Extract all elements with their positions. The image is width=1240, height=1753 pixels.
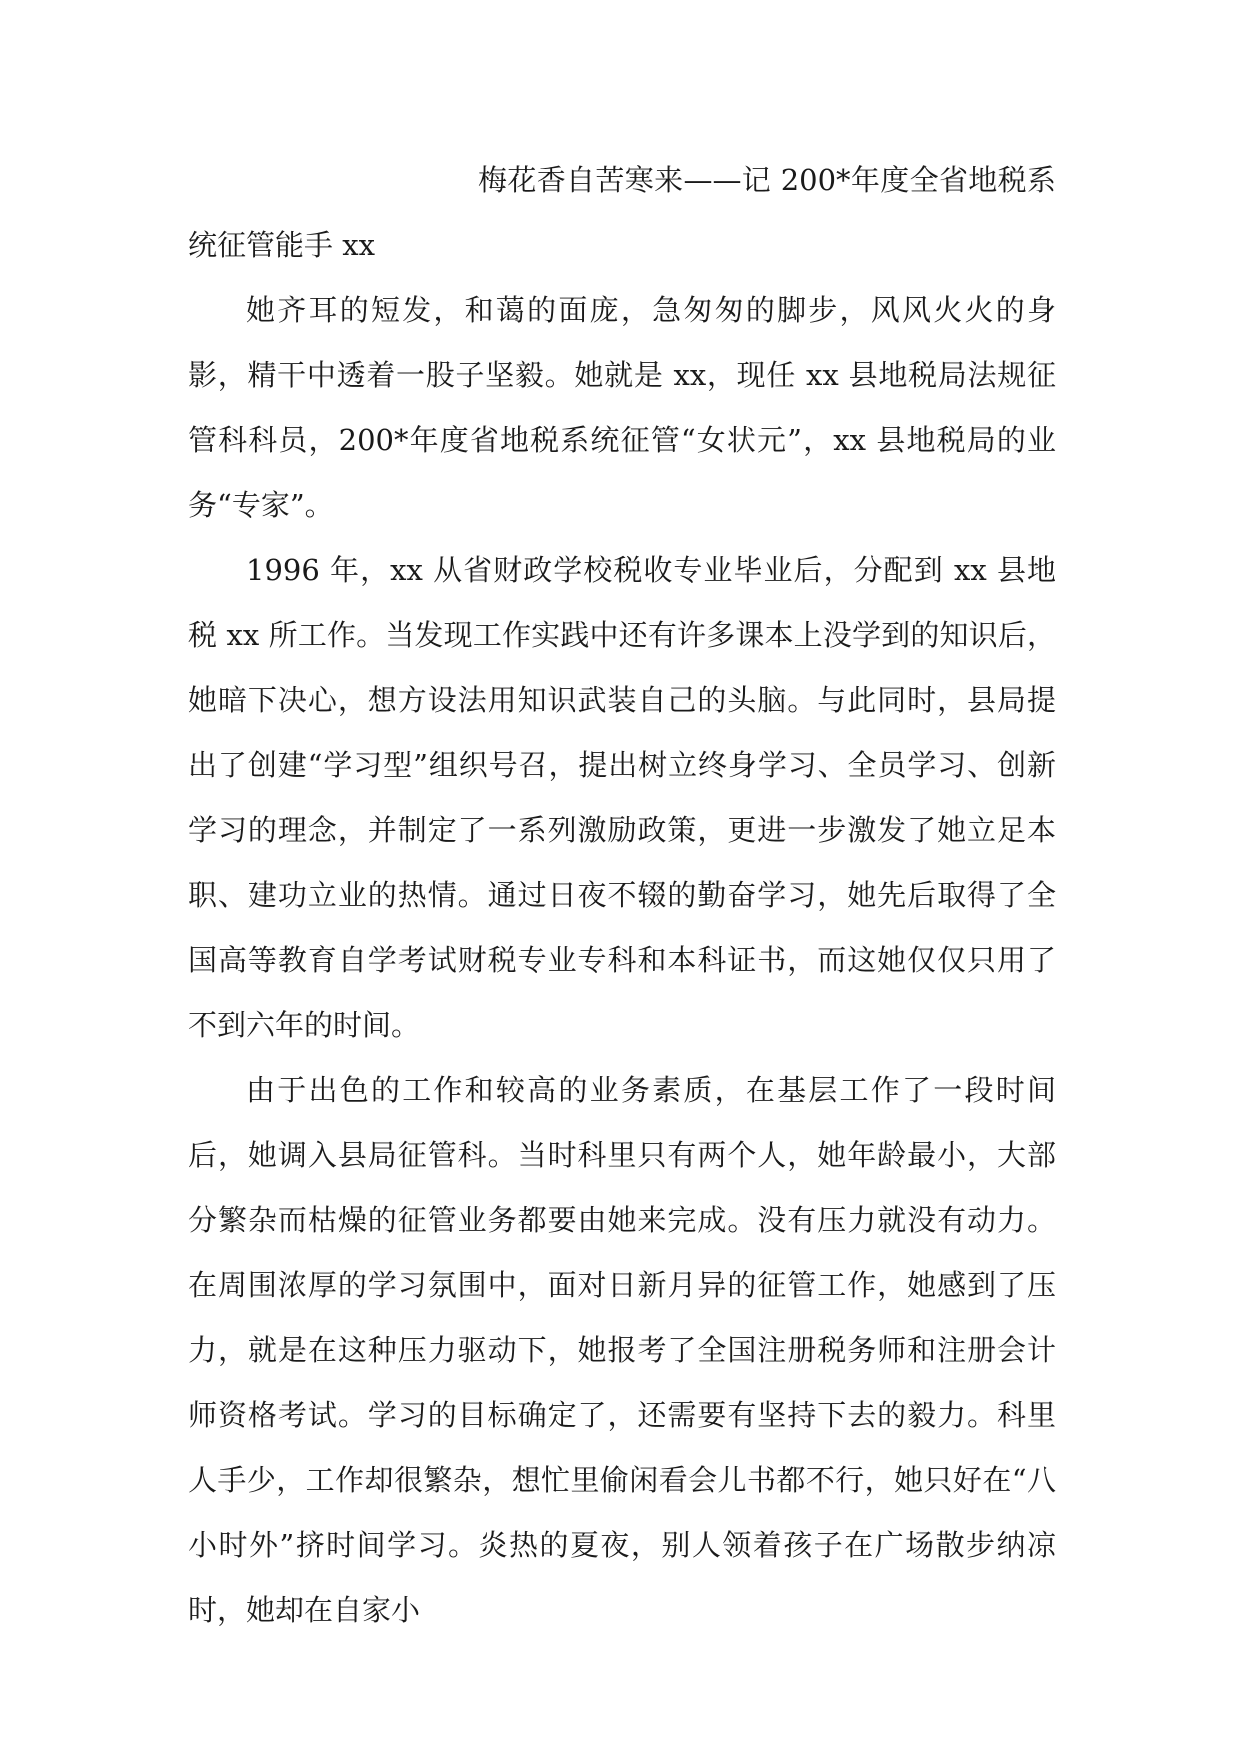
document-title: 梅花香自苦寒来——记 200*年度全省地税系统征管能手 xx	[188, 163, 1056, 262]
paragraph-3: 由于出色的工作和较高的业务素质，在基层工作了一段时间后，她调入县局征管科。当时科里只有两个人，她年龄最小，大部分繁杂而枯燥的征管业务都要由她来完成。没有压力就没有动力。在周围浓厚的学习氛围中，面对日新月异的征管工作，她感到了压力，就是在这种压力驱动下，她报考了全国注册税务师和注册会计师资格考试。学习的目标确定了，还需要有坚持下去的毅力。科里人手少，工作却很繁杂，想忙里偷闲看会儿书都不行，她只好在“八小时外”挤时间学习。炎热的夏夜，别人领着孩子在广场散步纳凉时，她却在自家小	[188, 1073, 1056, 1627]
paragraph-1: 她齐耳的短发，和蔼的面庞，急匆匆的脚步，风风火火的身影，精干中透着一股子坚毅。她就是 xx，现任 xx 县地税局法规征管科科员，200*年度省地税系统征管“女状元”，xx 县地税局的业务“专家”。	[188, 293, 1056, 522]
paragraph-2: 1996 年，xx 从省财政学校税收专业毕业后，分配到 xx 县地税 xx 所工作。当发现工作实践中还有许多课本上没学到的知识后，她暗下决心，想方设法用知识武装自己的头脑。与此同时，县局提出了创建“学习型”组织号召，提出树立终身学习、全员学习、创新学习的理念，并制定了一系列激励政策，更进一步激发了她立足本职、建功立业的热情。通过日夜不辍的勤奋学习，她先后取得了全国高等教育自学考试财税专业专科和本科证书，而这她仅仅只用了不到六年的时间。	[188, 553, 1056, 1042]
document-body	[188, 148, 1056, 1643]
